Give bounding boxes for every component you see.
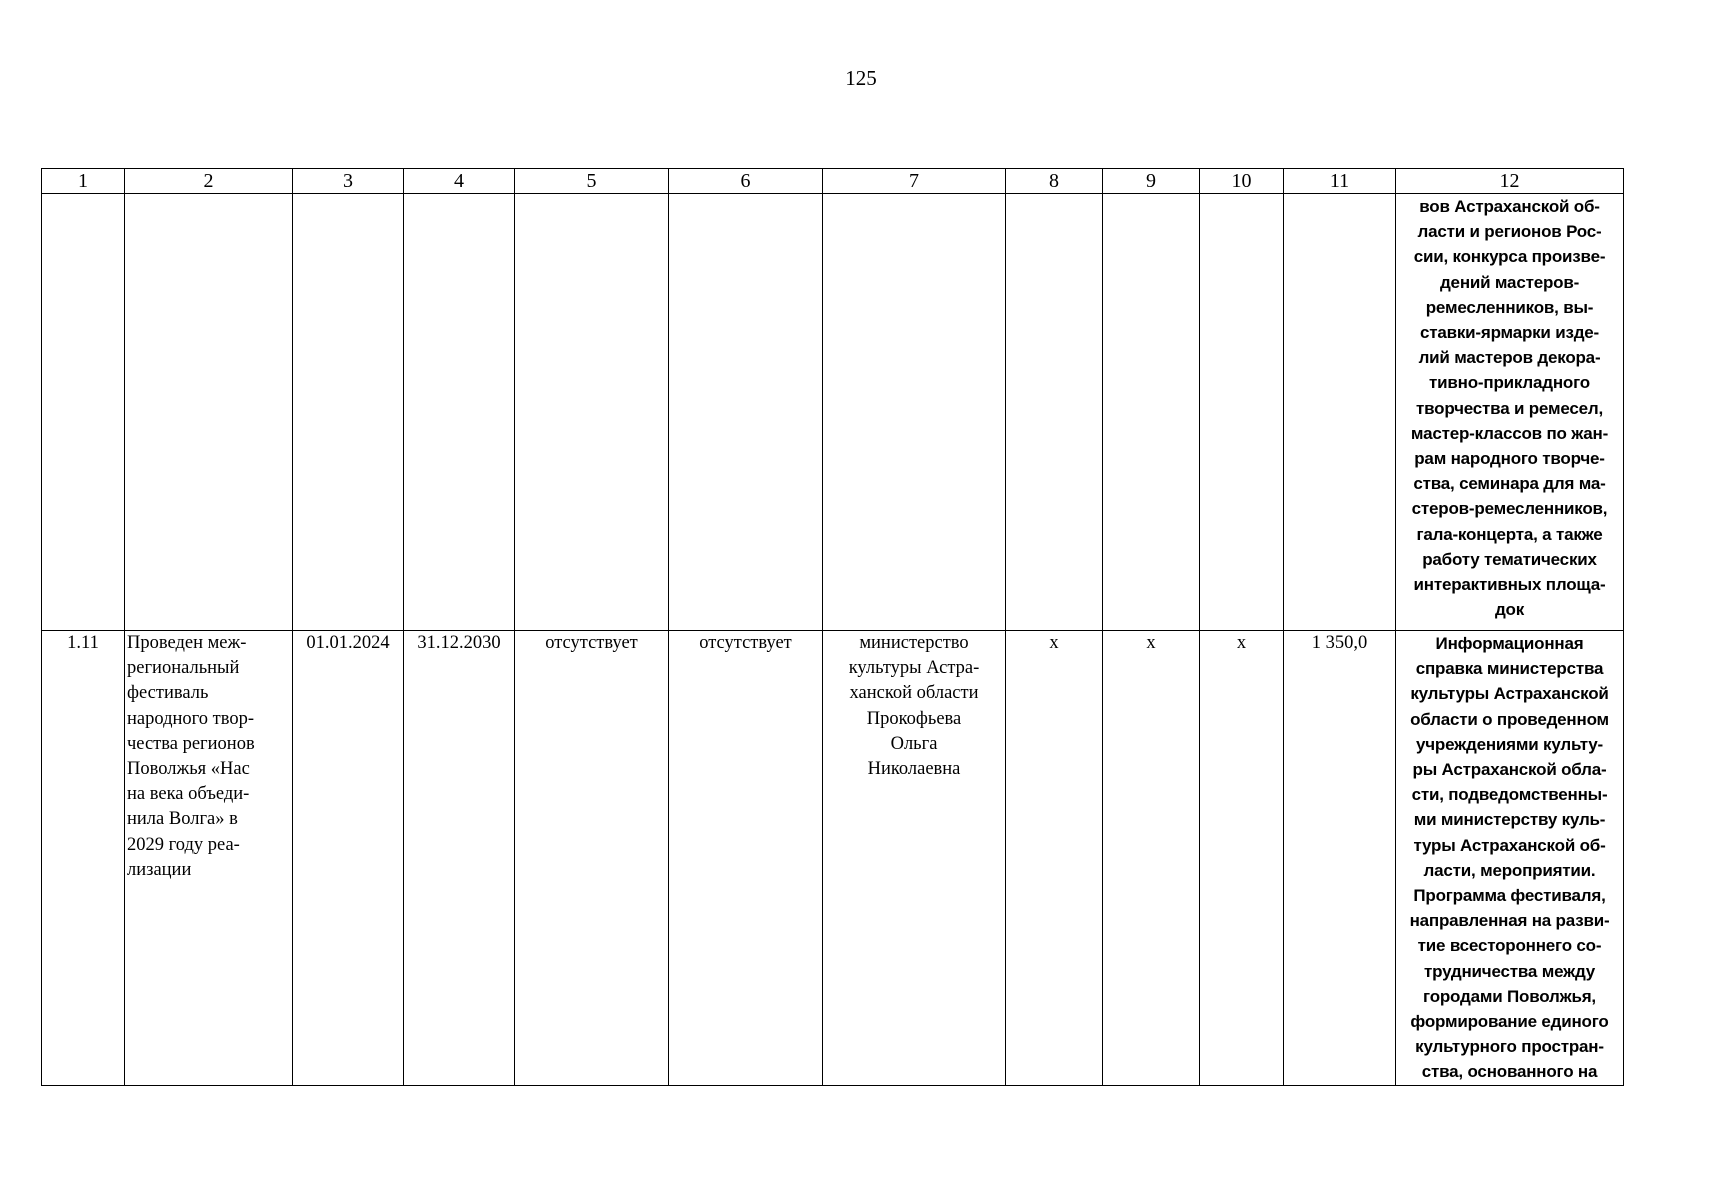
plan-table <box>41 168 1624 1086</box>
header-row <box>42 169 1624 194</box>
cell-empty <box>669 194 823 631</box>
cell-empty <box>42 194 125 631</box>
cell-empty <box>404 194 515 631</box>
cell-empty <box>1284 194 1396 631</box>
header-col-12: 12 <box>1396 169 1624 194</box>
header-col-7: 7 <box>823 169 1006 194</box>
table-row-continued <box>42 194 1624 631</box>
header-col-10: 10 <box>1200 169 1284 194</box>
cell-col-10: x <box>1200 631 1284 1086</box>
funding-amount: 1 350,0 <box>1284 631 1396 1086</box>
cell-empty <box>125 194 293 631</box>
start-date: 01.01.2024 <box>293 631 404 1086</box>
header-col-8: 8 <box>1006 169 1103 194</box>
page-number: 125 <box>845 66 877 90</box>
header-col-5: 5 <box>515 169 669 194</box>
event-description: Проведен меж- региональный фестиваль народного твор- чества регионов Поволжья «Нас на века объеди- нила Волга» в 2029 году реа- лизации <box>125 631 293 1086</box>
cell-empty <box>1103 194 1200 631</box>
header-col-2: 2 <box>125 169 293 194</box>
cell-col-5: отсутствует <box>515 631 669 1086</box>
result-description: Информационная справка министерства культуры Астраханской области о проведенном учреждениями культу- ры Астраханской обла- сти, подведомственны- ми министерству куль- туры Астраханской об- ласти, мероприятии. Программа фестиваля, направленная на разви- тие всестороннего со- трудничества между городами Поволжья, формирование единого культурного простран- ства, основанного на <box>1396 631 1624 1086</box>
header-col-6: 6 <box>669 169 823 194</box>
cell-empty <box>1200 194 1284 631</box>
responsible-executor: министерство культуры Астра- ханской области Прокофьева Ольга Николаевна <box>823 631 1006 1086</box>
header-col-9: 9 <box>1103 169 1200 194</box>
header-col-4: 4 <box>404 169 515 194</box>
cell-col-9: x <box>1103 631 1200 1086</box>
result-description-continued: вов Астраханской об- ласти и регионов Рос- сии, конкурса произве- дений мастеров- ремесленников, вы- ставки-ярмарки изде- лий мастеров декора- тивно-прикладного творчества и ремесел, мастер-классов по жан- рам народного творче- ства, семинара для ма- стеров-ремесленников, гала-концерта, а также работу тематических интерактивных площа- док <box>1396 194 1624 631</box>
end-date: 31.12.2030 <box>404 631 515 1086</box>
header-col-11: 11 <box>1284 169 1396 194</box>
header-col-3: 3 <box>293 169 404 194</box>
header-col-1: 1 <box>42 169 125 194</box>
cell-col-8: x <box>1006 631 1103 1086</box>
cell-empty <box>1006 194 1103 631</box>
row-number: 1.11 <box>42 631 125 1086</box>
cell-empty <box>823 194 1006 631</box>
cell-empty <box>293 194 404 631</box>
table-row-1-11 <box>42 631 1624 1086</box>
cell-col-6: отсутствует <box>669 631 823 1086</box>
cell-empty <box>515 194 669 631</box>
